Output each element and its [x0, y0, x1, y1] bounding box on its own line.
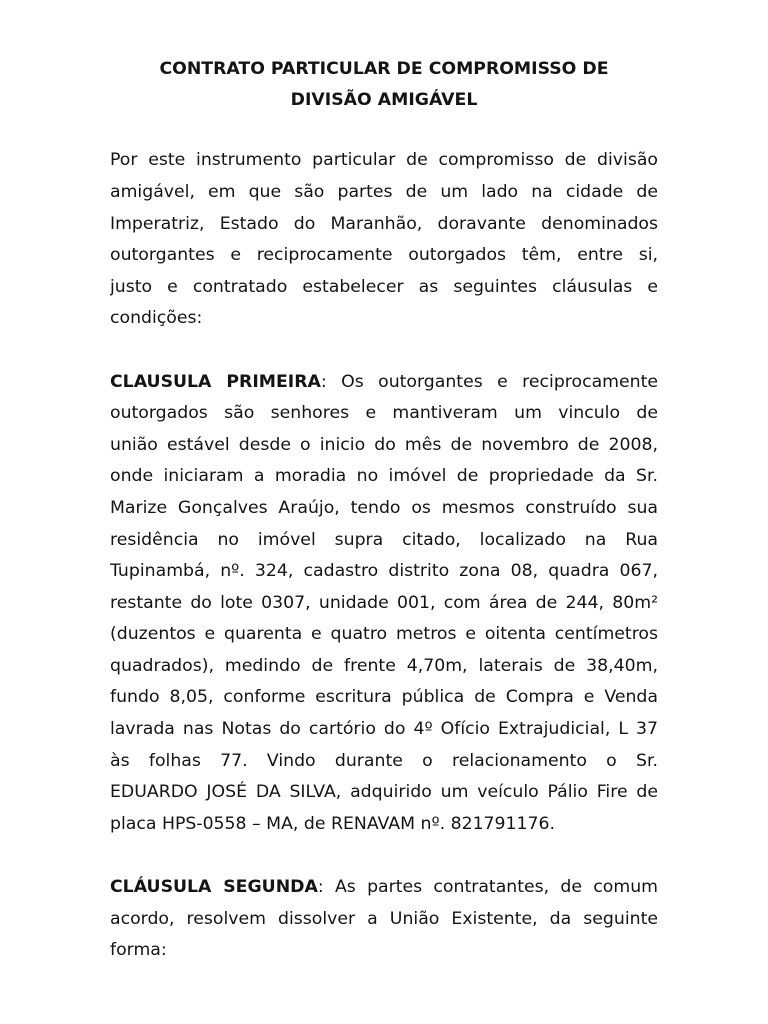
clause-1-paragraph [110, 367, 658, 841]
paragraph-line: Imperatriz, Estado do Maranhão, doravante denominados [110, 213, 658, 234]
document-title [110, 54, 658, 116]
title-line: DIVISÃO AMIGÁVEL [290, 90, 478, 110]
paragraph-line: às folhas 77. Vindo durante o relacionamento o Sr. [110, 750, 658, 771]
clause-1-heading: CLAUSULA PRIMEIRA [110, 371, 321, 392]
paragraph-line [110, 872, 658, 904]
clause-2-first-line-text: : As partes contratantes, de comum [317, 877, 658, 898]
paragraph-line: restante do lote 0307, unidade 001, com área de 244, 80m² [110, 592, 658, 613]
clause-2-heading: CLÁUSULA SEGUNDA [110, 877, 318, 898]
paragraph-line: outorgados são senhores e mantiveram um vinculo de [110, 403, 658, 424]
paragraph-line: forma: [110, 940, 167, 961]
paragraph-line: amigável, em que são partes de um lado na cidade de [110, 181, 658, 202]
paragraph-line: outorgantes e reciprocamente outorgados têm, entre si, [110, 245, 658, 266]
document-body [110, 54, 658, 998]
paragraph-line: (duzentos e quarenta e quatro metros e oitenta centímetros [110, 624, 658, 645]
paragraph-line: quadrados), medindo de frente 4,70m, laterais de 38,40m, [110, 655, 658, 676]
clause-2-paragraph [110, 872, 658, 967]
paragraph-line: fundo 8,05, conforme escritura pública de Compra e Venda [110, 687, 658, 708]
title-line: CONTRATO PARTICULAR DE COMPROMISSO DE [159, 59, 609, 79]
paragraph-line: união estável desde o inicio do mês de novembro de 2008, [110, 434, 658, 455]
paragraph-line: justo e contratado estabelecer as seguintes cláusulas e [110, 276, 658, 297]
paragraph-line: EDUARDO JOSÉ DA SILVA, adquirido um veículo Pálio Fire de [110, 782, 658, 803]
paragraph-line: Marize Gonçalves Araújo, tendo os mesmos construído sua [110, 497, 658, 518]
paragraph-line: lavrada nas Notas do cartório do 4º Ofício Extrajudicial, L 37 [110, 719, 658, 740]
paragraph-line: residência no imóvel supra citado, localizado na Rua [110, 529, 658, 550]
paragraph-line: condições: [110, 308, 203, 329]
preamble-paragraph [110, 145, 658, 335]
paragraph-line: onde iniciaram a moradia no imóvel de propriedade da Sr. [110, 466, 658, 487]
paragraph-line [110, 367, 658, 399]
paragraph-line: placa HPS-0558 – MA, de RENAVAM nº. 821791176. [110, 813, 556, 834]
paragraph-line: Tupinambá, nº. 324, cadastro distrito zona 08, quadra 067, [110, 561, 658, 582]
paragraph-line: Por este instrumento particular de compromisso de divisão [110, 150, 658, 171]
paragraph-line: acordo, resolvem dissolver a União Existente, da seguinte [110, 908, 658, 929]
clause-1-first-line-text: : Os outorgantes e reciprocamente [320, 371, 658, 392]
